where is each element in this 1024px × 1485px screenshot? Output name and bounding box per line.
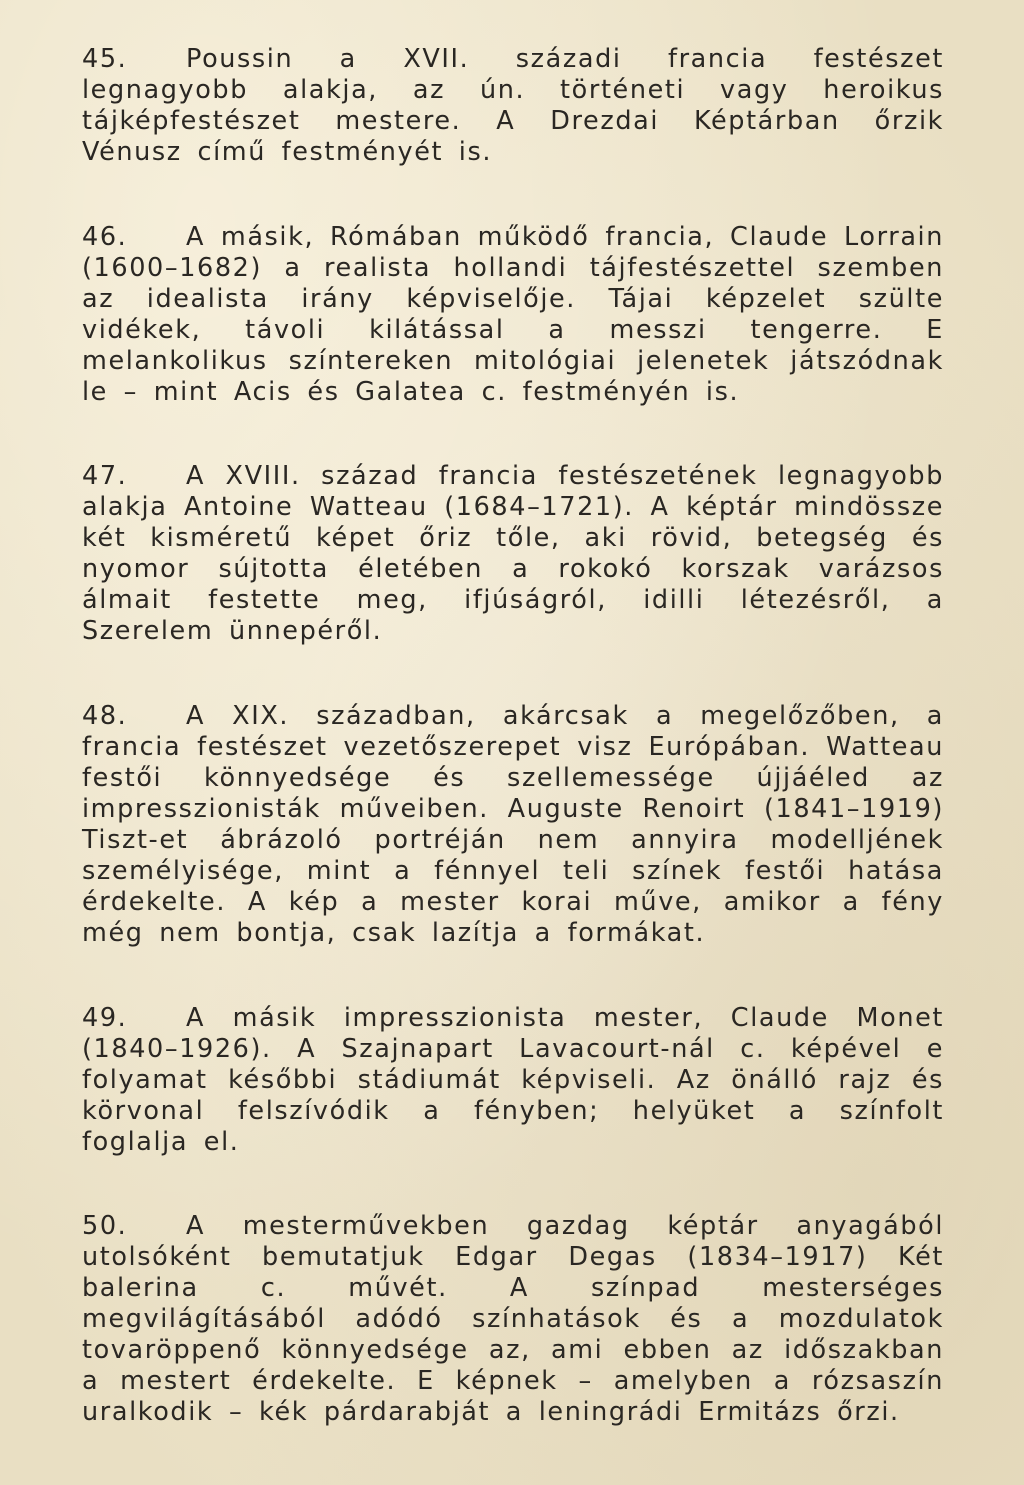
text-column bbox=[82, 44, 944, 1428]
entry-number: 49. bbox=[82, 1003, 128, 1033]
entry-text: A mesterművekben gazdag képtár anyagából utolsóként bemutatjuk Edgar Degas (1834–1917) Két balerina c. művét. A színpad mesterséges megvilágításából adódó színhatások és a mozdulatok tovaröppenő könnyedsége az, ami ebben az időszakban a mestert érdekelte. E képnek – amelyben a rózsaszín uralkodik – kék párdarabját a leningrádi Ermitázs őrzi. bbox=[82, 1211, 944, 1427]
entry-text: A XVIII. század francia festészetének legnagyobb alakja Antoine Watteau (1684–1721). A képtár mindössze két kisméretű képet őriz tőle, aki rövid, betegség és nyomor sújtotta életében a rokokó korszak varázsos álmait festette meg, ifjúságról, idilli létezésről, a Szerelem ünnepéről. bbox=[82, 461, 944, 646]
entry-number: 46. bbox=[82, 222, 128, 252]
entry-paragraph bbox=[82, 222, 944, 408]
entry-number: 47. bbox=[82, 461, 128, 491]
entry-number: 45. bbox=[82, 44, 128, 74]
entry-48 bbox=[82, 701, 944, 949]
entry-paragraph bbox=[82, 461, 944, 647]
entry-text: A másik, Rómában működő francia, Claude Lorrain (1600–1682) a realista hollandi tájfestészettel szemben az idealista irány képviselője. Tájai képzelet szülte vidékek, távoli kilátással a messzi tengerre. E melankolikus színtereken mitológiai jelenetek játszódnak le – mint Acis és Galatea c. festményén is. bbox=[82, 222, 944, 407]
entry-number: 50. bbox=[82, 1211, 128, 1241]
entry-50 bbox=[82, 1211, 944, 1428]
entry-number: 48. bbox=[82, 701, 128, 731]
entry-paragraph bbox=[82, 701, 944, 949]
entry-text: Poussin a XVII. századi francia festészet legnagyobb alakja, az ún. történeti vagy heroikus tájképfestészet mestere. A Drezdai Képtárban őrzik Vénusz című festményét is. bbox=[82, 44, 944, 167]
entry-47 bbox=[82, 461, 944, 647]
entry-paragraph bbox=[82, 44, 944, 168]
entry-text: A XIX. században, akárcsak a megelőzőben, a francia festészet vezetőszerepet visz Európában. Watteau festői könnyedsége és szellemessége újjáéled az impresszionisták műveiben. Auguste Renoirt (1841–1919) Tiszt-et ábrázoló portréján nem annyira modelljének személyisége, mint a fénnyel teli színek festői hatása érdekelte. A kép a mester korai műve, amikor a fény még nem bontja, csak lazítja a formákat. bbox=[82, 701, 944, 948]
entry-paragraph bbox=[82, 1003, 944, 1158]
entry-45 bbox=[82, 44, 944, 168]
entry-49 bbox=[82, 1003, 944, 1158]
entry-text: A másik impresszionista mester, Claude Monet (1840–1926). A Szajnapart Lavacourt-nál c. képével e folyamat későbbi stádiumát képviseli. Az önálló rajz és körvonal felszívódik a fényben; helyüket a színfolt foglalja el. bbox=[82, 1003, 944, 1157]
entry-46 bbox=[82, 222, 944, 408]
entry-paragraph bbox=[82, 1211, 944, 1428]
